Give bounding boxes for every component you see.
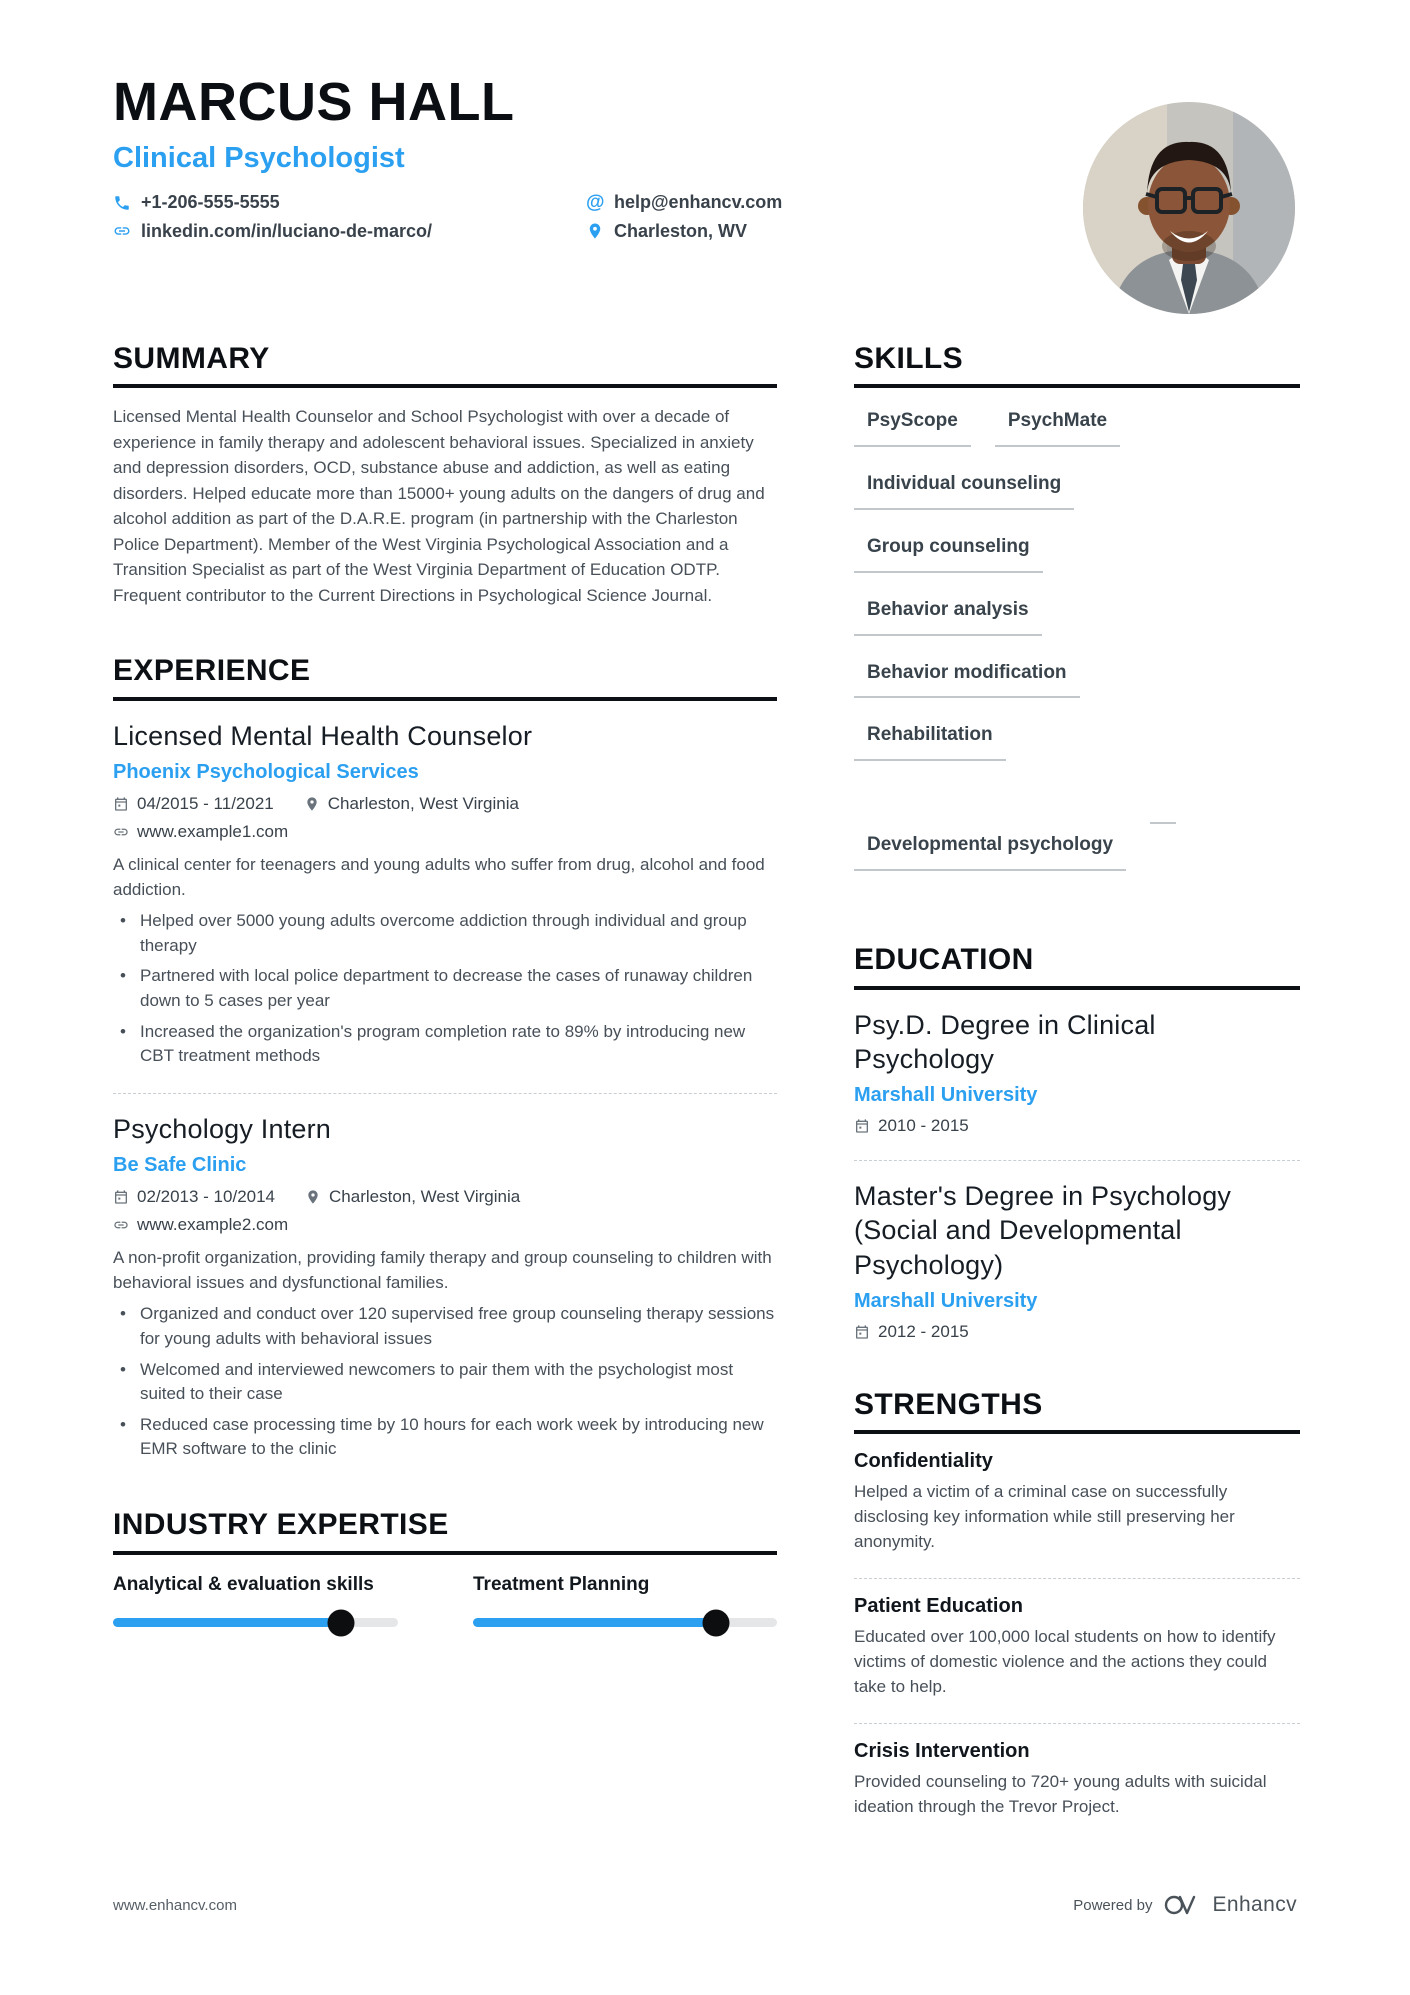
expertise-slider <box>473 1618 777 1627</box>
skill-tag: Behavior analysis <box>854 599 1042 636</box>
experience-section <box>113 654 777 1462</box>
job-link-text[interactable]: www.example1.com <box>137 822 289 842</box>
slider-knob <box>328 1609 355 1636</box>
degree-title: Master's Degree in Psychology (Social and Developmental Psychology) <box>854 1181 1232 1280</box>
calendar-icon <box>113 1189 129 1205</box>
degree-dates <box>854 1322 1300 1342</box>
slider-fill <box>113 1618 341 1627</box>
job-link[interactable] <box>113 822 777 842</box>
strength-item <box>854 1740 1300 1819</box>
job-bullet: • Increased the organization's program completion rate to 89% by introducing new CBT treatment methods <box>113 1020 777 1069</box>
contact-info <box>113 192 873 242</box>
job-title: Licensed Mental Health Counselor <box>113 720 533 751</box>
calendar-icon <box>854 1324 870 1340</box>
summary-heading: SUMMARY <box>113 342 777 389</box>
contact-location-text: Charleston, WV <box>614 220 748 241</box>
degree-title: Psy.D. Degree in Clinical Psychology <box>854 1009 1156 1074</box>
location-pin-icon <box>305 1189 321 1205</box>
strengths-section <box>854 1388 1300 1820</box>
contact-email-text[interactable]: help@enhancv.com <box>614 192 783 213</box>
job-location-text: Charleston, West Virginia <box>327 794 519 814</box>
job-description: A non-profit organization, providing family therapy and group counseling to children with behavioral issues and dysfunctional families. <box>113 1248 772 1293</box>
contact-email[interactable] <box>586 192 873 214</box>
contact-linkedin[interactable] <box>113 221 586 242</box>
powered-by-label: Powered by <box>1073 1896 1153 1914</box>
education-section <box>854 943 1300 1342</box>
experience-entry <box>113 719 777 1069</box>
skill-tag: PsychMate <box>995 410 1120 447</box>
job-meta <box>113 1187 777 1207</box>
strength-item <box>854 1450 1300 1554</box>
job-bullet: • Partnered with local police department to decrease the cases of runaway children down to 5 cases per year <box>113 964 777 1013</box>
skill-tag: Behavior modification <box>854 662 1080 699</box>
industry-expertise-grid <box>113 1573 777 1628</box>
contact-phone <box>113 192 586 214</box>
job-dates <box>113 794 274 814</box>
contact-location <box>586 221 873 242</box>
job-location-text: Charleston, West Virginia <box>329 1187 521 1207</box>
link-icon <box>113 824 129 840</box>
slider-fill <box>473 1618 716 1627</box>
skills-list <box>854 410 1300 897</box>
degree-school: Marshall University <box>854 1289 1038 1312</box>
enhancv-logo-icon <box>1164 1893 1200 1917</box>
left-column <box>113 342 777 1627</box>
degree-dates <box>854 1116 1300 1136</box>
summary-section <box>113 342 777 609</box>
at-icon: @ <box>586 191 605 213</box>
degree-dates-text: 2010 - 2015 <box>878 1116 969 1136</box>
entry-divider <box>854 1723 1300 1724</box>
contact-linkedin-text[interactable]: linkedin.com/in/luciano-de-marco/ <box>141 220 433 241</box>
right-column <box>854 342 1300 1820</box>
job-location <box>305 1187 520 1207</box>
expertise-item <box>113 1573 398 1628</box>
strength-text: Provided counseling to 720+ young adults with suicidal ideation through the Trevor Project. <box>854 1772 1267 1816</box>
expertise-item <box>473 1573 777 1628</box>
profile-photo-illustration <box>1083 102 1295 314</box>
strengths-heading: STRENGTHS <box>854 1388 1300 1435</box>
entry-divider <box>854 1578 1300 1579</box>
education-entry <box>854 1008 1300 1137</box>
header <box>0 0 1410 242</box>
job-title: Psychology Intern <box>113 1114 332 1145</box>
skill-tag: Group counseling <box>854 536 1043 573</box>
strength-title: Patient Education <box>854 1595 1023 1618</box>
industry-expertise-heading: INDUSTRY EXPERTISE <box>113 1508 777 1555</box>
degree-dates-text: 2012 - 2015 <box>878 1321 969 1341</box>
education-heading: EDUCATION <box>854 943 1300 990</box>
job-dates-text: 04/2015 - 11/2021 <box>137 794 274 814</box>
footer <box>113 1893 1297 1917</box>
job-bullet: • Reduced case processing time by 10 hours for each work week by introducing new EMR software to the clinic <box>113 1413 777 1462</box>
job-link[interactable] <box>113 1215 777 1235</box>
content-columns <box>113 342 1300 1820</box>
experience-heading: EXPERIENCE <box>113 654 777 701</box>
person-name: MARCUS HALL <box>113 72 515 132</box>
calendar-icon <box>113 796 129 812</box>
education-entry <box>854 1179 1300 1342</box>
entry-divider <box>113 1093 777 1094</box>
job-bullets <box>113 1302 777 1462</box>
contact-phone-text: +1-206-555-5555 <box>141 192 280 213</box>
job-bullet: • Organized and conduct over 120 supervised free group counseling therapy sessions for young adults with behavioral issues <box>113 1302 777 1351</box>
job-company: Phoenix Psychological Services <box>113 761 419 784</box>
experience-entry <box>113 1112 777 1462</box>
skills-section <box>854 342 1300 897</box>
slider-knob <box>703 1609 730 1636</box>
footer-site-link[interactable]: www.enhancv.com <box>113 1896 237 1914</box>
strength-title: Crisis Intervention <box>854 1740 1030 1763</box>
skill-tag: PsyScope <box>854 410 971 447</box>
skill-tag: Rehabilitation <box>854 724 1006 761</box>
job-bullet: • Welcomed and interviewed newcomers to pair them with the psychologist most suited to their case <box>113 1358 777 1407</box>
profile-photo <box>1083 102 1295 314</box>
person-title: Clinical Psychologist <box>113 141 405 174</box>
location-pin-icon <box>304 796 320 812</box>
calendar-icon <box>854 1118 870 1134</box>
summary-text: Licensed Mental Health Counselor and School Psychologist with over a decade of experience in family therapy and adolescent behavioral issues. Specialized in anxiety and depression disorders, OCD, substance abuse and addiction, as well as eating disorders. Helped educate more than 15000+ young adults on the dangers of drug and alcohol addition as part of the D.A.R.E. program (in partnership with the Charleston Police Department). Member of the West Virginia Psychological Association and a Transition Specialist as part of the West Virginia Department of Education ODTP. Frequent contributor to the Current Directions in Psychological Science Journal. <box>113 407 765 605</box>
strength-title: Confidentiality <box>854 1450 993 1473</box>
industry-expertise-section <box>113 1508 777 1627</box>
expertise-label: Analytical & evaluation skills <box>113 1573 374 1595</box>
enhancv-wordmark: Enhancv <box>1212 1893 1297 1916</box>
skill-tag: Individual counseling <box>854 473 1074 510</box>
expertise-label: Treatment Planning <box>473 1573 650 1595</box>
job-bullets <box>113 909 777 1069</box>
skill-underline-stub <box>1150 787 1176 824</box>
skills-heading: SKILLS <box>854 342 1300 389</box>
link-icon <box>113 1217 129 1233</box>
job-company: Be Safe Clinic <box>113 1154 247 1177</box>
entry-divider <box>854 1160 1300 1161</box>
degree-school: Marshall University <box>854 1084 1038 1107</box>
strength-text: Educated over 100,000 local students on how to identify victims of domestic violence and the actions they could take to help. <box>854 1627 1276 1696</box>
skill-tag: Developmental psychology <box>854 834 1126 871</box>
job-dates <box>113 1187 275 1207</box>
job-location <box>304 794 519 814</box>
expertise-slider <box>113 1618 398 1627</box>
job-bullet: • Helped over 5000 young adults overcome addiction through individual and group therapy <box>113 909 777 958</box>
job-description: A clinical center for teenagers and young adults who suffer from drug, alcohol and food addiction. <box>113 855 765 900</box>
location-pin-icon <box>586 222 604 240</box>
job-dates-text: 02/2013 - 10/2014 <box>137 1187 276 1207</box>
job-link-text[interactable]: www.example2.com <box>137 1215 289 1235</box>
strength-text: Helped a victim of a criminal case on successfully disclosing key information while still preserving her anonymity. <box>854 1482 1235 1551</box>
phone-icon <box>113 194 131 212</box>
job-meta <box>113 794 777 814</box>
strength-item <box>854 1595 1300 1699</box>
powered-by-group[interactable] <box>1073 1893 1297 1917</box>
link-icon <box>113 222 131 240</box>
